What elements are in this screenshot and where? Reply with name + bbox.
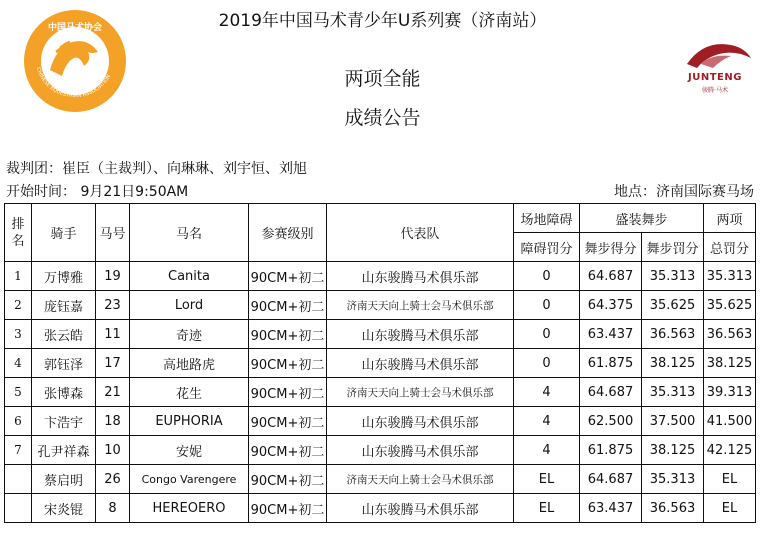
jumping-penalty-cell: 0 <box>514 262 580 291</box>
horse-no-cell: 21 <box>96 378 130 407</box>
level-cell: 90CM+初二 <box>249 291 327 320</box>
total-penalty-cell: EL <box>704 494 756 523</box>
svg-text:中国马术协会: 中国马术协会 <box>47 23 103 33</box>
total-penalty-cell: 35.313 <box>704 262 756 291</box>
total-penalty-cell: 42.125 <box>704 436 756 465</box>
dressage-penalty-cell: 38.125 <box>642 436 704 465</box>
horse-no-cell: 23 <box>96 291 130 320</box>
header-level: 参赛级别 <box>249 204 327 262</box>
horse-name-cell: 奇迹 <box>130 320 249 349</box>
jumping-penalty-cell: 0 <box>514 320 580 349</box>
dressage-penalty-cell: 36.563 <box>642 494 704 523</box>
dressage-penalty-cell: 35.625 <box>642 291 704 320</box>
rider-cell: 庞钰嘉 <box>32 291 96 320</box>
horse-no-cell: 26 <box>96 465 130 494</box>
table-row <box>5 465 756 494</box>
team-cell: 济南天天向上骑士会马术俱乐部 <box>327 465 514 494</box>
dressage-penalty-cell: 35.313 <box>642 378 704 407</box>
total-penalty-cell: EL <box>704 465 756 494</box>
horse-no-cell: 8 <box>96 494 130 523</box>
level-cell: 90CM+初二 <box>249 407 327 436</box>
horse-name-cell: Canita <box>130 262 249 291</box>
jumping-penalty-cell: 4 <box>514 436 580 465</box>
team-cell: 山东骏腾马术俱乐部 <box>327 262 514 291</box>
svg-text:CHINESE EQUESTRIAN ASSOCIATION: CHINESE EQUESTRIAN ASSOCIATION <box>34 66 113 100</box>
rank-cell: 3 <box>5 320 32 349</box>
table-row <box>5 320 756 349</box>
total-penalty-cell: 41.500 <box>704 407 756 436</box>
team-cell: 济南天天向上骑士会马术俱乐部 <box>327 378 514 407</box>
dressage-penalty-cell: 36.563 <box>642 320 704 349</box>
rank-cell <box>5 494 32 523</box>
header-combined: 两项 <box>704 204 756 233</box>
table-row <box>5 378 756 407</box>
junteng-brand: JUNTENG <box>688 72 742 83</box>
total-penalty-cell: 38.125 <box>704 349 756 378</box>
jumping-penalty-cell: 4 <box>514 378 580 407</box>
rank-cell: 1 <box>5 262 32 291</box>
horse-name-cell: Congo Varengere <box>130 465 249 494</box>
level-cell: 90CM+初二 <box>249 320 327 349</box>
rank-cell: 2 <box>5 291 32 320</box>
dressage-score-cell: 64.375 <box>580 291 642 320</box>
header-horse-no: 马号 <box>96 204 130 262</box>
rank-cell: 7 <box>5 436 32 465</box>
horse-no-cell: 18 <box>96 407 130 436</box>
header-rank: 排名 <box>5 204 32 262</box>
rider-cell: 孔尹祥森 <box>32 436 96 465</box>
judges-line: 裁判团：崔臣（主裁判）、向琳琳、刘宇恒、刘旭 <box>6 161 307 177</box>
event-title: 2019年中国马术青少年U系列赛（济南站） <box>218 11 547 31</box>
rider-cell: 蔡启明 <box>32 465 96 494</box>
dressage-score-cell: 64.687 <box>580 465 642 494</box>
team-cell: 济南天天向上骑士会马术俱乐部 <box>327 291 514 320</box>
team-cell: 山东骏腾马术俱乐部 <box>327 320 514 349</box>
dressage-score-cell: 63.437 <box>580 494 642 523</box>
dressage-score-cell: 61.875 <box>580 349 642 378</box>
rider-cell: 张云皓 <box>32 320 96 349</box>
level-cell: 90CM+初二 <box>249 436 327 465</box>
rider-cell: 宋炎锟 <box>32 494 96 523</box>
rank-cell: 4 <box>5 349 32 378</box>
total-penalty-cell: 39.313 <box>704 378 756 407</box>
rider-cell: 张博森 <box>32 378 96 407</box>
rider-cell: 郭钰泽 <box>32 349 96 378</box>
rider-cell: 卞浩宇 <box>32 407 96 436</box>
dressage-score-cell: 62.500 <box>580 407 642 436</box>
team-cell: 山东骏腾马术俱乐部 <box>327 436 514 465</box>
dressage-score-cell: 63.437 <box>580 320 642 349</box>
dressage-penalty-cell: 37.500 <box>642 407 704 436</box>
rider-cell: 万博雅 <box>32 262 96 291</box>
table-row <box>5 407 756 436</box>
team-cell: 山东骏腾马术俱乐部 <box>327 494 514 523</box>
team-cell: 山东骏腾马术俱乐部 <box>327 349 514 378</box>
header-dressage-penalty: 舞步罚分 <box>642 233 704 262</box>
discipline-title: 两项全能 <box>344 68 421 90</box>
horse-no-cell: 17 <box>96 349 130 378</box>
dressage-score-cell: 61.875 <box>580 436 642 465</box>
table-row <box>5 494 756 523</box>
dressage-score-cell: 64.687 <box>580 378 642 407</box>
rank-cell <box>5 465 32 494</box>
level-cell: 90CM+初二 <box>249 378 327 407</box>
horse-no-cell: 19 <box>96 262 130 291</box>
header-jumping-penalty: 障碍罚分 <box>514 233 580 262</box>
jumping-penalty-cell: EL <box>514 465 580 494</box>
header-rider: 骑手 <box>32 204 96 262</box>
total-penalty-cell: 35.625 <box>704 291 756 320</box>
dressage-penalty-cell: 35.313 <box>642 465 704 494</box>
horse-name-cell: HEREOERO <box>130 494 249 523</box>
table-row <box>5 262 756 291</box>
junteng-sub: 骏腾·马术 <box>702 87 728 94</box>
horse-name-cell: 安妮 <box>130 436 249 465</box>
horse-name-cell: 高地路虎 <box>130 349 249 378</box>
horse-no-cell: 11 <box>96 320 130 349</box>
jumping-penalty-cell: EL <box>514 494 580 523</box>
table-row <box>5 349 756 378</box>
header-horse-name: 马名 <box>130 204 249 262</box>
level-cell: 90CM+初二 <box>249 494 327 523</box>
level-cell: 90CM+初二 <box>249 465 327 494</box>
horse-name-cell: Lord <box>130 291 249 320</box>
header-dressage-score: 舞步得分 <box>580 233 642 262</box>
jumping-penalty-cell: 0 <box>514 349 580 378</box>
rank-cell: 6 <box>5 407 32 436</box>
horse-no-cell: 10 <box>96 436 130 465</box>
dressage-penalty-cell: 35.313 <box>642 262 704 291</box>
rank-cell: 5 <box>5 378 32 407</box>
start-time: 开始时间： 9月21日9:50AM <box>6 184 189 200</box>
meta-line <box>6 181 754 201</box>
header-total-penalty: 总罚分 <box>704 233 756 262</box>
total-penalty-cell: 36.563 <box>704 320 756 349</box>
table-row <box>5 291 756 320</box>
location: 地点：济南国际赛马场 <box>614 184 754 200</box>
results-table <box>4 203 756 523</box>
table-row <box>5 436 756 465</box>
header-dressage: 盛装舞步 <box>580 204 704 233</box>
header-team: 代表队 <box>327 204 514 262</box>
horse-name-cell: 花生 <box>130 378 249 407</box>
jumping-penalty-cell: 0 <box>514 291 580 320</box>
doc-type-title: 成绩公告 <box>344 107 421 129</box>
horse-name-cell: EUPHORIA <box>130 407 249 436</box>
dressage-penalty-cell: 38.125 <box>642 349 704 378</box>
dressage-score-cell: 64.687 <box>580 262 642 291</box>
header-jumping: 场地障碍 <box>514 204 580 233</box>
jumping-penalty-cell: 4 <box>514 407 580 436</box>
team-cell: 山东骏腾马术俱乐部 <box>327 407 514 436</box>
level-cell: 90CM+初二 <box>249 349 327 378</box>
level-cell: 90CM+初二 <box>249 262 327 291</box>
